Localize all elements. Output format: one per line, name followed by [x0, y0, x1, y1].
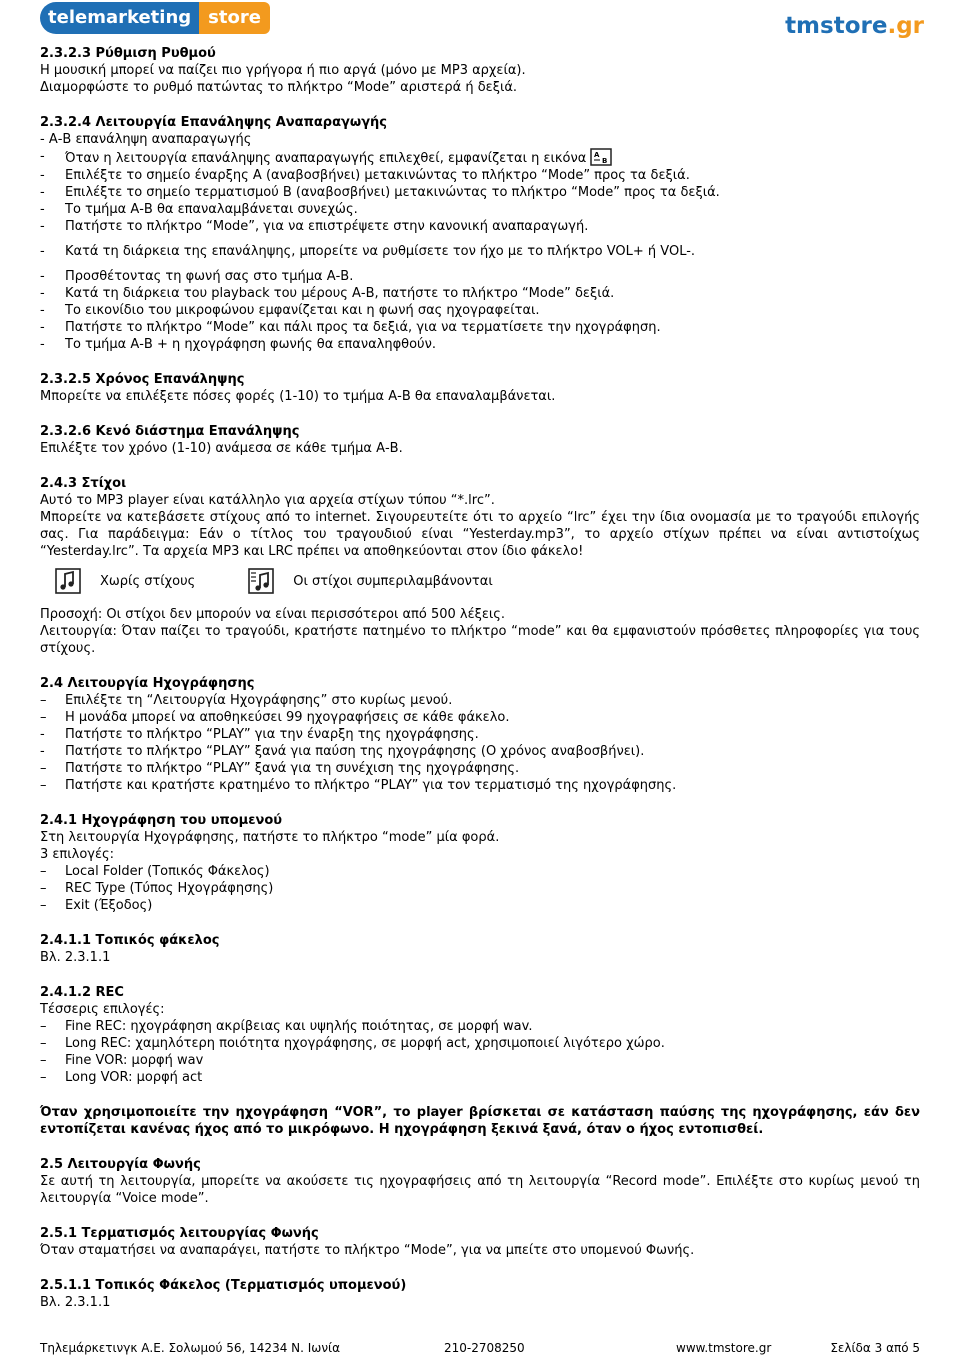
telemarketing-store-logo	[40, 2, 270, 34]
section-2412-item: – Fine REC: ηχογράφηση ακρίβειας και υψηλής ποιότητας, σε μορφή wav.	[40, 1018, 920, 1035]
section-2511-title: 2.5.1.1 Τοπικός Φάκελος (Τερματισμός υπομενού)	[40, 1278, 407, 1293]
section-251-title: 2.5.1 Τερματισμός λειτουργίας Φωνής	[40, 1226, 319, 1241]
section-24-item: - Πατήστε το πλήκτρο “PLAY” ξανά για παύση της ηχογράφησης (Ο χρόνος αναβοσβήνει).	[40, 743, 920, 760]
section-2326-title: 2.3.2.6 Κενό διάστημα Επανάληψης	[40, 424, 300, 439]
section-2324-item: - Πατήστε το πλήκτρο “Mode” και πάλι προς τα δεξιά, για να τερματίσετε την ηχογράφηση.	[40, 319, 920, 336]
section-25-title: 2.5 Λειτουργία Φωνής	[40, 1157, 201, 1172]
logo-right-part1: tmstore	[785, 13, 888, 39]
lyrics-icons-row	[40, 564, 920, 598]
section-241-title: 2.4.1 Ηχογράφηση του υπομενού	[40, 813, 283, 828]
section-2324-item: - Επιλέξτε το σημείο τερματισμού Β (αναβοσβήνει) μετακινώντας το πλήκτρο “Mode” προς τα δεξιά.	[40, 184, 920, 201]
section-2411-title: 2.4.1.1 Τοπικός φάκελος	[40, 933, 220, 948]
section-2412-item: – Long REC: χαμηλότερη ποιότητα ηχογράφησης, σε μορφή act, χρησιμοποιεί λιγότερο χώρο.	[40, 1035, 920, 1052]
section-24-item: – Η μονάδα μπορεί να αποθηκεύσει 99 ηχογραφήσεις σε κάθε φάκελο.	[40, 709, 920, 726]
svg-text:B: B	[602, 157, 608, 165]
section-2324-item: - Το τμήμα Α-Β θα επαναλαμβάνεται συνεχώς.	[40, 201, 920, 218]
section-243-para: Μπορείτε να κατεβάσετε στίχους από το internet. Σιγουρευτείτε ότι το αρχείο “lrc” έχει την ίδια ονομασία με το τραγούδι επιλογής σας. Για παράδειγμα: Εάν ο τίτλος του τραγουδιού είναι “Yesterday.mp3”, το αρχείο στίχων πρέπει να είναι αντιστοίχως “Yesterday.lrc”. Τα αρχεία MP3 και LRC πρέπει να αποθηκεύονται στον ίδιο φάκελο!	[40, 510, 920, 559]
section-24-item: – Επιλέξτε τη “Λειτουργία Ηχογράφησης” στο κυρίως μενού.	[40, 692, 920, 709]
section-2511-line1: Βλ. 2.3.1.1	[40, 1295, 111, 1310]
no-lyrics-label: Χωρίς στίχους	[100, 573, 196, 589]
footer-company: Τηλεμάρκετινγκ Α.Ε. Σολωμού 56, 14234 Ν. Ιωνία	[40, 1341, 341, 1355]
section-2325-line1: Μπορείτε να επιλέξετε πόσες φορές (1-10) το τμήμα Α-Β θα επαναλαμβάνεται.	[40, 389, 556, 404]
logo-right-part2: .gr	[887, 13, 924, 39]
section-2324-item: - Επιλέξτε το σημείο έναρξης Α (αναβοσβήνει) μετακινώντας το πλήκτρο “Mode” προς τα δεξιά.	[40, 167, 920, 184]
section-241-line2: 3 επιλογές:	[40, 847, 115, 862]
section-2326-line1: Επιλέξτε τον χρόνο (1-10) ανάμεσα σε κάθε τμήμα Α-Β.	[40, 441, 403, 456]
section-2324-intro: - Α-Β επανάληψη αναπαραγωγής	[40, 132, 252, 147]
section-2412-item: – Long VOR: μορφή act	[40, 1069, 920, 1086]
section-251-line1: Όταν σταματήσει να αναπαράγει, πατήστε το πλήκτρο “Mode”, για να μπείτε στο υπομενού Φωνής.	[40, 1243, 695, 1258]
footer-phone: 210-2708250	[444, 1341, 525, 1355]
vor-bold-note: Όταν χρησιμοποιείτε την ηχογράφηση “VOR”, το player βρίσκεται σε κατάσταση παύσης της ηχογράφησης, εάν δεν εντοπίζεται κανένας ήχος από το μικρόφωνο. Η ηχογράφηση ξεκινά ξανά, όταν ο ήχος εντοπισθεί.	[40, 1105, 920, 1137]
section-243-function: Λειτουργία: Όταν παίζει το τραγούδι, κρατήστε πατημένο το πλήκτρο “mode” και θα εμφανιστούν πρόσθετες πληροφορίες για τους στίχους.	[40, 624, 920, 656]
section-24-item: – Πατήστε το πλήκτρο “PLAY” ξανά για τη συνέχιση της ηχογράφησης.	[40, 760, 920, 777]
section-2412-title: 2.4.1.2 REC	[40, 985, 124, 1000]
section-2324-item: - Το τμήμα Α-Β + η ηχογράφηση φωνής θα επαναληφθούν.	[40, 336, 920, 353]
section-241-line1: Στη λειτουργία Ηχογράφησης, πατήστε το πλήκτρο “mode” μία φορά.	[40, 830, 500, 845]
svg-text:A: A	[594, 151, 600, 159]
section-24-item: - Πατήστε το πλήκτρο “PLAY” για την έναρξη της ηχογράφησης.	[40, 726, 920, 743]
with-lyrics-label: Οι στίχοι συμπεριλαμβάνονται	[293, 573, 493, 589]
section-2324-title: 2.3.2.4 Λειτουργία Επανάληψης Αναπαραγωγής	[40, 115, 388, 130]
section-243-line1: Αυτό το MP3 player είναι κατάλληλο για αρχεία στίχων τύπου “*.lrc”.	[40, 493, 495, 508]
section-25-para: Σε αυτή τη λειτουργία, μπορείτε να ακούσετε τις ηχογραφήσεις από τη λειτουργία “Record mode”. Επιλέξτε στο κυρίως μενού τη λειτουργία “Voice mode”.	[40, 1174, 920, 1206]
section-2324-item-text: Όταν η λειτουργία επανάληψης αναπαραγωγής επιλεχθεί, εμφανίζεται η εικόνα	[65, 151, 587, 166]
footer-website[interactable]: www.tmstore.gr	[676, 1341, 772, 1355]
logo-left-part2: store	[199, 2, 270, 34]
tmstore-logo	[785, 12, 924, 40]
section-2324-item: - Κατά τη διάρκεια της επανάληψης, μπορείτε να ρυθμίσετε τον ήχο με το πλήκτρο VOL+ ή VOL-.	[40, 243, 920, 260]
section-2324-item: - Προσθέτοντας τη φωνή σας στο τμήμα Α-Β.	[40, 268, 920, 285]
section-243-note: Προσοχή: Οι στίχοι δεν μπορούν να είναι περισσότεροι από 500 λέξεις.	[40, 607, 506, 622]
section-243-title: 2.4.3 Στίχοι	[40, 476, 127, 491]
logo-left-part1: telemarketing	[40, 2, 199, 34]
section-24-item: – Πατήστε και κρατήστε κρατημένο το πλήκτρο “PLAY” για τον τερματισμό της ηχογράφησης.	[40, 777, 920, 794]
section-2412-line1: Τέσσερις επιλογές:	[40, 1002, 165, 1017]
section-2411-line1: Βλ. 2.3.1.1	[40, 950, 111, 965]
lyrics-included-music-icon	[247, 567, 275, 595]
ab-repeat-icon	[590, 148, 612, 166]
section-241-item: – Local Folder (Τοπικός Φάκελος)	[40, 863, 920, 880]
section-2324-item: - Κατά τη διάρκεια του playback του μέρους Α-Β, πατήστε το πλήκτρο “Mode” δεξιά.	[40, 285, 920, 302]
section-2324-item: - Πατήστε το πλήκτρο “Mode”, για να επιστρέψετε στην κανονική αναπαραγωγή.	[40, 218, 920, 235]
section-2323-line2: Διαμορφώστε το ρυθμό πατώντας το πλήκτρο “Mode” αριστερά ή δεξιά.	[40, 80, 518, 95]
footer-page-number: Σελίδα 3 από 5	[830, 1341, 920, 1355]
section-2323-line1: Η μουσική μπορεί να παίζει πιο γρήγορα ή πιο αργά (μόνο με MP3 αρχεία).	[40, 63, 526, 78]
section-2325-title: 2.3.2.5 Χρόνος Επανάληψης	[40, 372, 245, 387]
document-body	[40, 45, 920, 1311]
no-lyrics-music-icon	[54, 567, 82, 595]
section-2324-item	[40, 148, 920, 167]
section-24-title: 2.4 Λειτουργία Ηχογράφησης	[40, 676, 255, 691]
section-2324-item: - Το εικονίδιο του μικροφώνου εμφανίζεται και η φωνή σας ηχογραφείται.	[40, 302, 920, 319]
section-241-item: – REC Type (Τύπος Ηχογράφησης)	[40, 880, 920, 897]
section-2412-item: – Fine VOR: μορφή wav	[40, 1052, 920, 1069]
section-241-item: – Exit (Έξοδος)	[40, 897, 920, 914]
section-2323-title: 2.3.2.3 Ρύθμιση Ρυθμού	[40, 46, 216, 61]
